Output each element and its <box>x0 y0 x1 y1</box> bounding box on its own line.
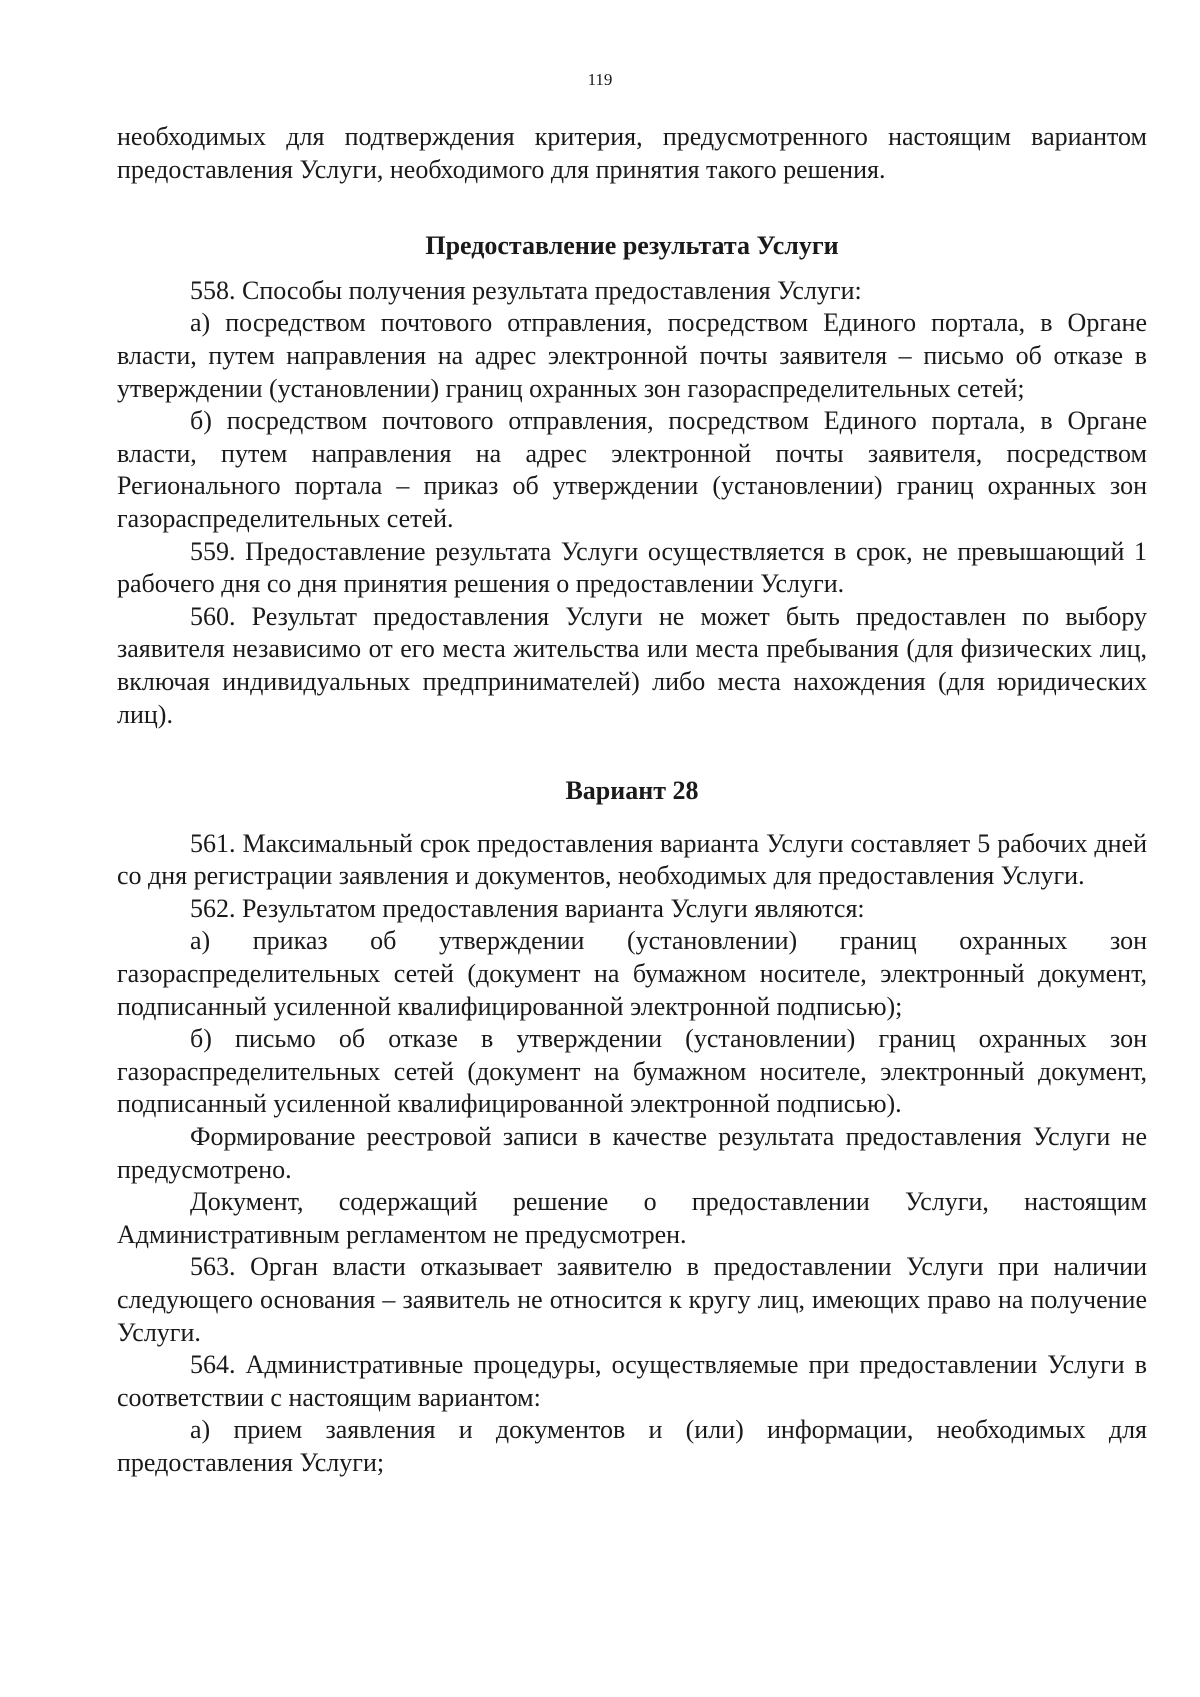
paragraph-561: 561. Максимальный срок предоставления варианта Услуги составляет 5 рабочих дней со дня регистрации заявления и документов, необходимых для предоставления Услуги. <box>117 828 1147 891</box>
paragraph-continuation: необходимых для подтверждения критерия, предусмотренного настоящим вариантом предоставления Услуги, необходимого для принятия такого решения. <box>117 122 1147 184</box>
section-heading-variant-28: Вариант 28 <box>565 776 699 806</box>
paragraph-decision-document: Документ, содержащий решение о предоставлении Услуги, настоящим Административным регламентом не предусмотрен. <box>117 1187 1147 1249</box>
paragraph-564-a: а) прием заявления и документов и (или) информации, необходимых для предоставления Услуги; <box>117 1415 1147 1477</box>
section-heading-result: Предоставление результата Услуги <box>425 231 839 261</box>
paragraph-563: 563. Орган власти отказывает заявителю в предоставлении Услуги при наличии следующего основания – заявитель не относится к кругу лиц, имеющих право на получение Услуги. <box>117 1252 1147 1347</box>
paragraph-560: 560. Результат предоставления Услуги не может быть предоставлен по выбору заявителя независимо от его места жительства или места пребывания (для физических лиц, включая индивидуальных предпринимателей) либо места нахождения (для юридических лиц). <box>117 601 1147 729</box>
paragraph-562-a: а) приказ об утверждении (установлении) границ охранных зон газораспределительных сетей (документ на бумажном носителе, электронный документ, подписанный усиленной квалифицированной электронной подписью); <box>117 926 1147 1021</box>
paragraph-559: 559. Предоставление результата Услуги осуществляется в срок, не превышающий 1 рабочего дня со дня принятия решения о предоставлении Услуги. <box>117 536 1147 599</box>
paragraph-562: 562. Результатом предоставления варианта Услуги являются: <box>190 893 865 923</box>
page-number: 119 <box>587 70 613 89</box>
paragraph-564: 564. Административные процедуры, осуществляемые при предоставлении Услуги в соответствии с настоящим вариантом: <box>117 1350 1147 1412</box>
paragraph-558: 558. Способы получения результата предоставления Услуги: <box>190 275 862 305</box>
paragraph-558-a: а) посредством почтового отправления, посредством Единого портала, в Органе власти, путем направления на адрес электронной почты заявителя – письмо об отказе в утверждении (установлении) границ охранных зон газораспределительных сетей; <box>117 308 1147 403</box>
paragraph-562-b: б) письмо об отказе в утверждении (установлении) границ охранных зон газораспределительных сетей (документ на бумажном носителе, электронный документ, подписанный усиленной квалифицированной электронной подписью). <box>117 1024 1147 1119</box>
paragraph-registry-record: Формирование реестровой записи в качестве результата предоставления Услуги не предусмотрено. <box>117 1122 1147 1184</box>
document-body <box>117 121 1147 1480</box>
paragraph-558-b: б) посредством почтового отправления, посредством Единого портала, в Органе власти, путем направления на адрес электронной почты заявителя, посредством Регионального портала – приказ об утверждении (установлении) границ охранных зон газораспределительных сетей. <box>117 406 1147 533</box>
